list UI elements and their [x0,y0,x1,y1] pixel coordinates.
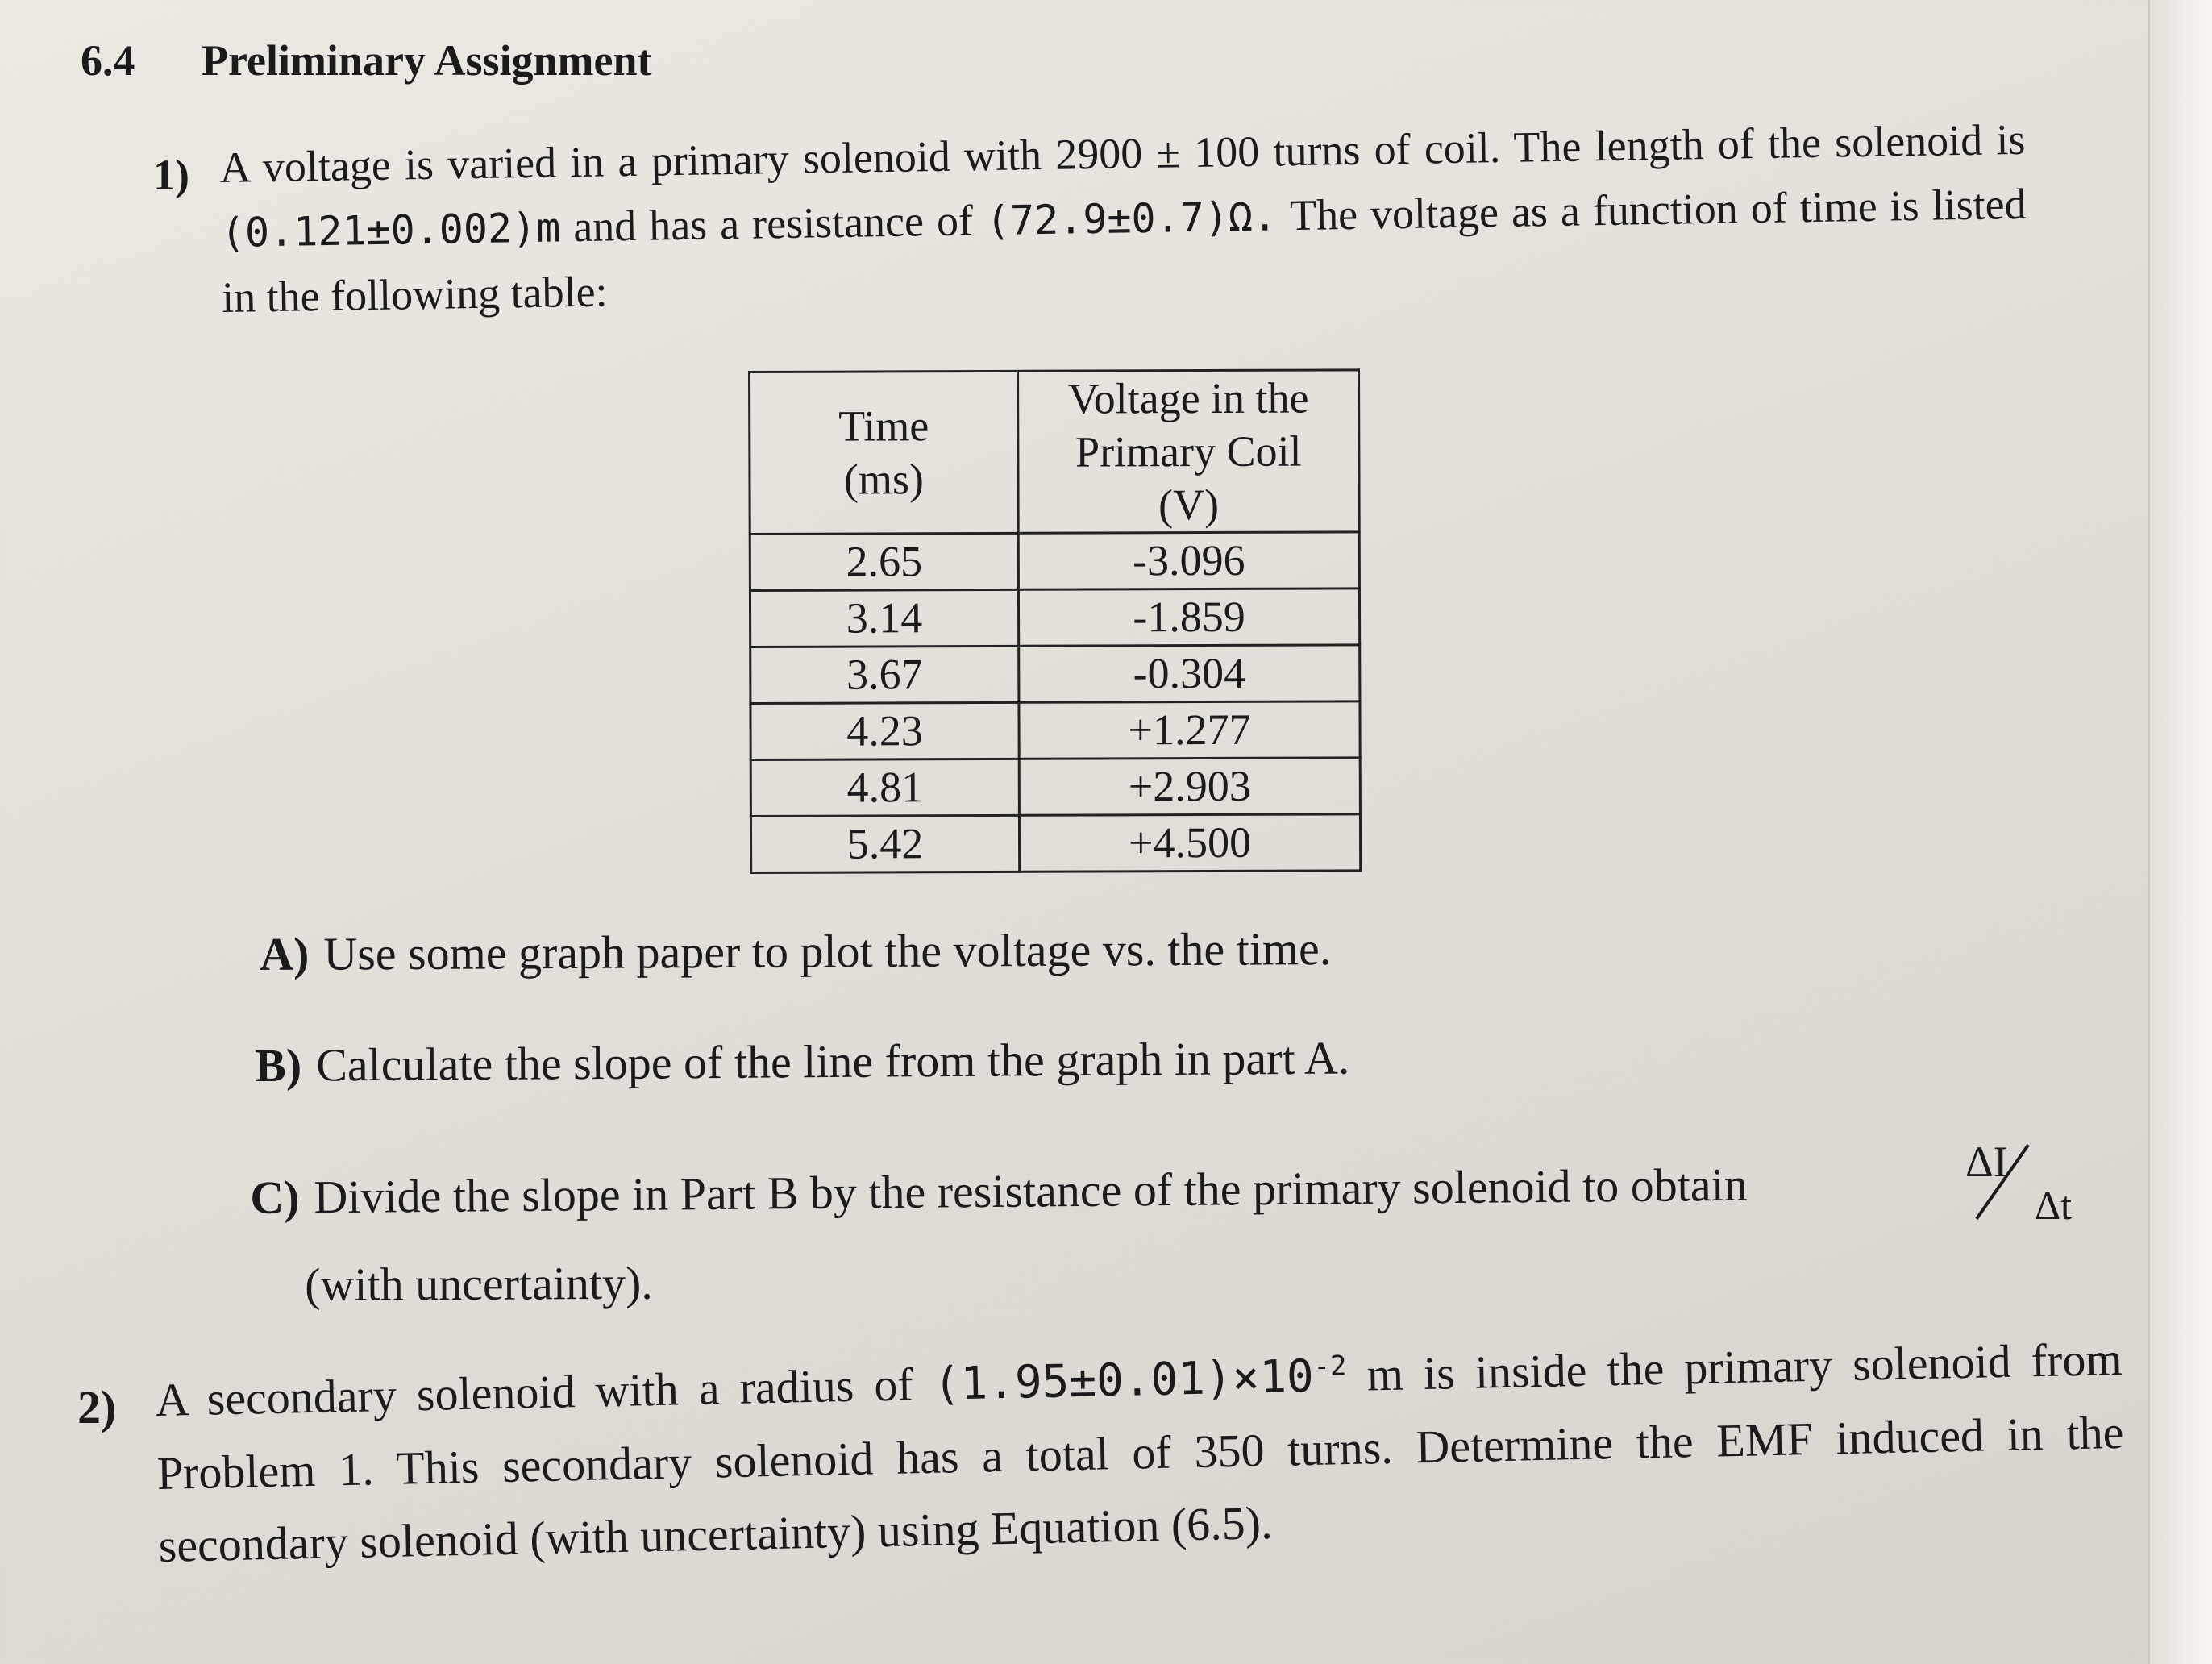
solenoid-length: (0.121±0.002)m [220,204,561,256]
part-a-text: Use some graph paper to plot the voltage vs. the time. [323,922,1332,980]
question-1-number: 1) [153,151,189,199]
voltage-cell: +2.903 [1019,758,1360,815]
question-2-intro: A secondary solenoid with a radius of [155,1358,914,1426]
solenoid-resistance: (72.9±0.7)Ω. [985,193,1278,245]
section-number: 6.4 [81,36,135,85]
part-c [250,1158,1748,1225]
question-1-tail: The voltage as a function of time is listed in the following table: [221,179,2027,322]
table-header-row [750,370,1360,535]
adjacent-page-edge [2148,0,2212,1664]
table-row [750,758,1360,817]
part-a-label: A) [260,927,310,980]
question-2-text [155,1323,2126,1583]
table-row [750,532,1359,591]
part-c-label: C) [250,1171,300,1224]
part-b-label: B) [255,1038,302,1092]
fraction-denominator: Δt [2035,1183,2073,1228]
time-cell: 5.42 [750,815,1019,872]
table-row [750,701,1360,760]
voltage-cell: -0.304 [1019,645,1360,702]
question-1-text [219,107,2028,330]
time-cell: 3.67 [750,646,1019,703]
voltage-cell: -3.096 [1018,532,1359,589]
time-cell: 3.14 [750,589,1018,647]
part-a [260,921,1331,981]
table-row [750,814,1360,873]
header-time: Time (ms) [750,371,1019,534]
part-b [255,1031,1349,1092]
secondary-radius: $(1.95\pm 0.01)\times 10^{-2}$ [933,1350,1347,1411]
part-c-continuation: (with uncertainty). [305,1256,653,1311]
voltage-cell: +1.277 [1019,701,1360,759]
question-1-mid: and has a resistance of [572,196,974,252]
delta-i-over-delta-t-fraction [1965,1137,2094,1228]
radius-unit: m [1366,1347,1404,1401]
table-row [750,645,1360,704]
voltage-cell: -1.859 [1018,589,1359,646]
part-b-text: Calculate the slope of the line from the graph in part A. [316,1031,1350,1092]
time-cell: 4.23 [750,702,1019,759]
part-c-text: Divide the slope in Part B by the resistance of the primary solenoid to obtain [314,1158,1748,1224]
voltage-time-table [748,368,1362,874]
section-title: Preliminary Assignment [202,36,652,85]
question-2-number: 2) [77,1381,117,1433]
fraction-numerator: ΔI [1965,1138,2008,1186]
time-cell: 4.81 [750,759,1019,816]
time-cell: 2.65 [750,533,1018,590]
question-1-intro: A voltage is varied in a primary solenoid with 2900 ± 100 turns of coil. The length of the solenoid is [219,114,2026,192]
question-2-tail: is inside the primary solenoid from Problem 1. This secondary solenoid has a total of 350 turns. Determine the EMF induced in the secondary solenoid (with uncertainty) using Equation (6.5). [156,1332,2124,1572]
voltage-cell: +4.500 [1019,814,1360,872]
header-voltage: Voltage in the Primary Coil (V) [1018,370,1360,533]
table-row [750,589,1359,647]
